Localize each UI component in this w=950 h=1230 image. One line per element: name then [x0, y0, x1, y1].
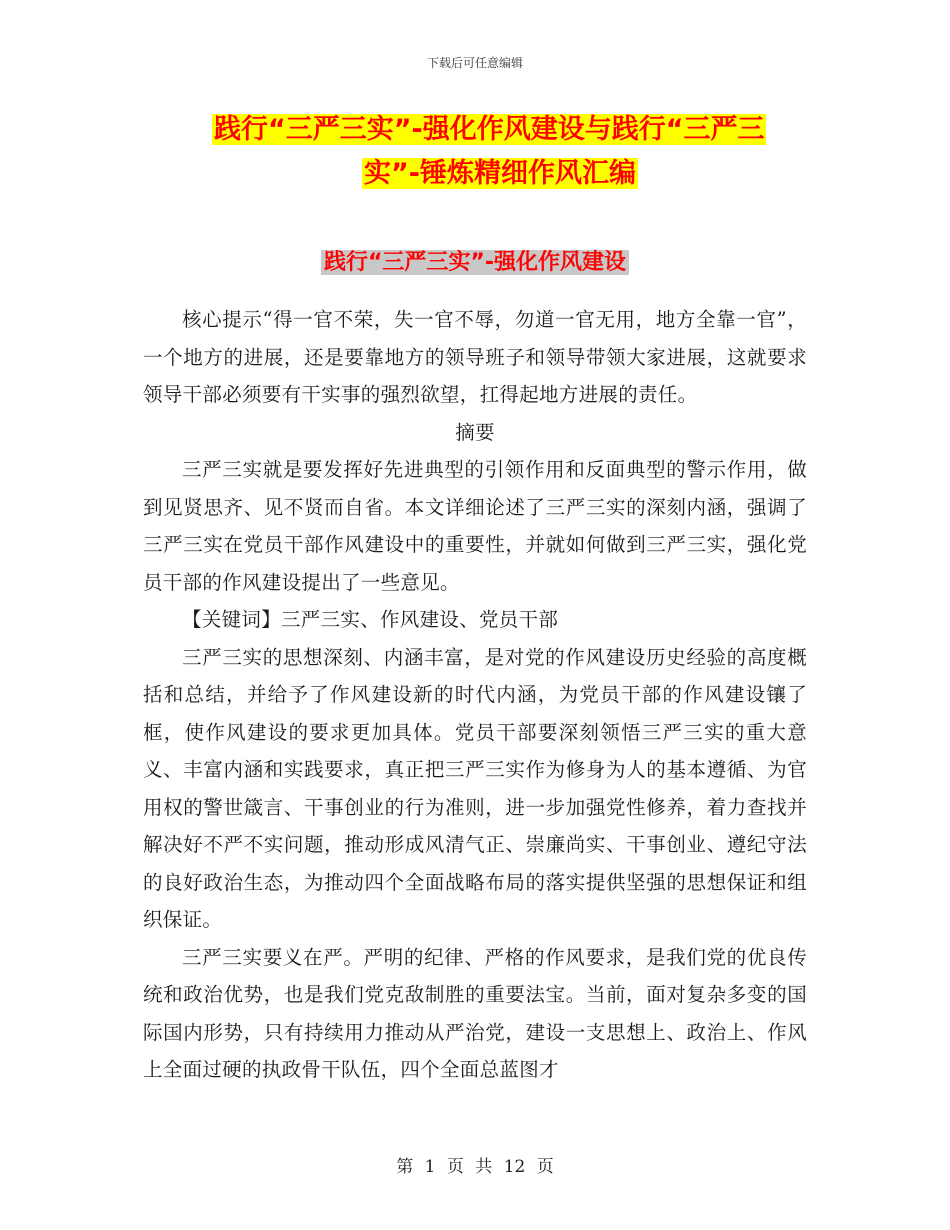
- page-footer: 第 1 页 共 12 页: [396, 1157, 554, 1177]
- title-line-2: 实”-锤炼精细作风汇编: [364, 158, 636, 189]
- document-title: [212, 108, 788, 196]
- document-body: [143, 301, 807, 1089]
- paragraph-body-2: 三严三实要义在严。严明的纪律、严格的作风要求，是我们党的优良传统和政治优势，也是我们党克敌制胜的重要法宝。当前，面对复杂多变的国际国内形势，只有持续用力推动从严治党，建设一支思想上、政治上、作风上全面过硬的执政骨干队伍，四个全面总蓝图才: [143, 945, 807, 1081]
- title-line-1: 践行“三严三实”-强化作风建设与践行“三严三: [214, 114, 765, 145]
- paragraph-keywords: 【关键词】三严三实、作风建设、党员干部: [182, 608, 559, 631]
- header-note: 下载后可任意编辑: [426, 56, 523, 70]
- paragraph-body-1: 三严三实的思想深刻、内涵丰富，是对党的作风建设历史经验的高度概括和总结，并给予了作风建设新的时代内涵，为党员干部的作风建设镶了框，使作风建设的要求更加具体。党员干部要深刻领悟三严三实的重大意义、丰富内涵和实践要求，真正把三严三实作为修身为人的基本遵循、为官用权的警世箴言、干事创业的行为准则，进一步加强党性修养，着力查找并解决好不严不实问题，推动形成风清气正、崇廉尚实、干事创业、遵纪守法的良好政治生态，为推动四个全面战略布局的落实提供坚强的思想保证和组织保证。: [143, 645, 807, 931]
- section-title-text: 践行“三严三实”-强化作风建设: [321, 250, 629, 275]
- paragraph-intro: 核心提示“得一官不荣，失一官不辱，勿道一官无用，地方全靠一官”，一个地方的进展，还是要靠地方的领导班子和领导带领大家进展，这就要求领导干部必须要有干实事的强烈欲望，扛得起地方进展的责任。: [143, 308, 807, 406]
- paragraph-abstract: 三严三实就是要发挥好先进典型的引领作用和反面典型的警示作用，做到见贤思齐、见不贤而自省。本文详细论述了三严三实的深刻内涵，强调了三严三实在党员干部作风建设中的重要性，并就如何做到三严三实，强化党员干部的作风建设提出了一些意见。: [143, 458, 807, 594]
- section-title: [0, 246, 950, 280]
- abstract-heading: 摘要: [455, 420, 495, 444]
